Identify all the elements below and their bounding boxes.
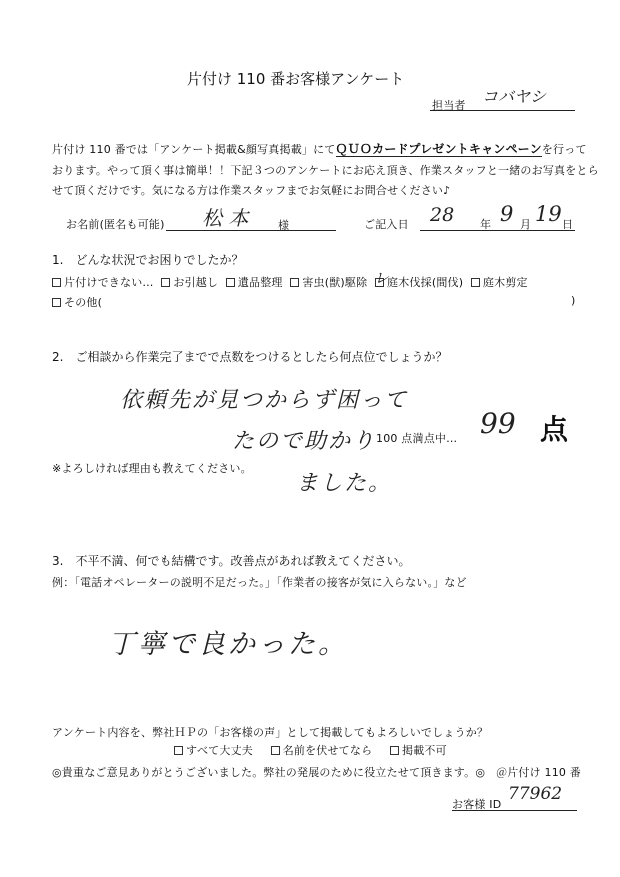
consent-option-decline[interactable] (390, 744, 447, 757)
date-month: 9 (500, 202, 514, 226)
consent-options (174, 742, 447, 758)
q1-option[interactable] (290, 276, 367, 289)
day-unit: 日 (562, 218, 574, 231)
q1-option-label: 遺品整理 (237, 276, 283, 289)
staff-label: 担当者 (432, 99, 466, 112)
date-field (420, 200, 575, 231)
name-label: お名前(匿名も可能) (66, 218, 165, 231)
name-value: 松 本 (202, 206, 249, 230)
honorific: 様 (278, 219, 290, 232)
staff-field (430, 87, 575, 112)
q1-option-checked[interactable] (374, 269, 464, 289)
reason-note: ※よろしければ理由も教えてください。 (52, 462, 252, 475)
q1-option[interactable] (52, 276, 154, 289)
q1-option-label: 害虫(獣)駆除 (302, 276, 368, 289)
score-value: 99 (480, 407, 516, 440)
consent-option-label: 掲載不可 (402, 744, 447, 757)
q1-heading: 1. どんな状況でお困りでしたか？ (52, 253, 244, 267)
checkbox[interactable] (174, 746, 183, 755)
q1-option[interactable] (471, 276, 528, 289)
q3-answer: 丁寧で良かった。 (108, 629, 348, 660)
intro-line-3: せて頂くだけです。気になる方は作業スタッフまでお気軽にお問合せください♪ (52, 184, 451, 197)
checkbox[interactable] (52, 298, 61, 307)
q3-example: 例：「電話オペレーターの説明不足だった。」「作業者の接客が気に入らない。」など (52, 576, 467, 589)
customer-id-label: お客様 ID (452, 798, 502, 811)
score-unit: 点 (540, 413, 569, 446)
q1-other-label: その他( (64, 296, 103, 309)
q1-option-label: 片付けできない… (64, 276, 154, 289)
q2-answer-line-3: ました。 (296, 471, 393, 496)
q3-heading: 3. 不平不満、何でも結構です。改善点があれば教えてください。 (52, 554, 411, 568)
q1-option-label: お引越し (173, 276, 219, 289)
intro-line-1 (52, 140, 587, 157)
date-year: 28 (430, 204, 455, 226)
q1-option-label: 庭木伐採(間伐) (387, 276, 464, 289)
date-label: ご記入日 (364, 218, 409, 231)
q1-option[interactable] (161, 276, 218, 289)
consent-option-anonymous[interactable] (271, 744, 373, 757)
checkbox[interactable] (226, 278, 235, 287)
brand-name: ＠片付け 110 番 (496, 766, 581, 779)
q1-option[interactable] (226, 276, 283, 289)
q1-option-label: 庭木剪定 (482, 276, 528, 289)
q2-heading: 2. ご相談から作業完了までで点数をつけるとしたら何点位でしょうか？ (52, 350, 448, 364)
checkbox[interactable] (271, 746, 280, 755)
intro-line-2: おります。やって頂く事は簡単！！下記３つのアンケートにお応え頂き、作業スタッフと一緒のお写真をとら (52, 164, 599, 177)
checkbox[interactable] (390, 746, 399, 755)
checkbox[interactable] (290, 278, 299, 287)
consent-option-label: すべて大丈夫 (186, 744, 253, 757)
intro-text: 片付け 110 番では「アンケート掲載&顔写真掲載」にて (52, 143, 336, 156)
customer-id-field (452, 784, 577, 811)
name-field (166, 200, 336, 231)
q1-other-close: ) (571, 294, 576, 307)
date-day: 19 (535, 202, 562, 226)
consent-option-all[interactable] (174, 744, 253, 757)
q2-answer-line-1: 依頼先が見つからず困って (120, 388, 409, 413)
campaign-name: ＱＵＯカードプレゼントキャンペーン (335, 142, 542, 156)
q2-answer-line-2: たので助かり (232, 429, 377, 454)
checkbox[interactable] (161, 278, 170, 287)
intro-text-end: を行って (541, 143, 587, 156)
score-label: 100 点満点中… (376, 432, 458, 445)
checkbox[interactable] (471, 278, 480, 287)
customer-id-value: 77962 (508, 784, 563, 804)
q1-options (52, 269, 528, 290)
staff-name: コバヤシ (482, 87, 546, 106)
checkbox[interactable] (52, 278, 61, 287)
month-unit: 月 (520, 218, 532, 231)
consent-option-label: 名前を伏せてなら (282, 744, 373, 757)
page-title: 片付け 110 番お客様アンケート (187, 70, 405, 88)
check-mark-icon: レ (374, 269, 390, 287)
thanks-note: ◎貴重なご意見ありがとうございました。弊社の発展のために役立たせて頂きます。◎ (52, 766, 486, 779)
q1-other[interactable] (52, 294, 102, 310)
consent-question: アンケート内容を、弊社ＨＰの「お客様の声」として掲載してもよろしいでしょうか？ (52, 726, 489, 739)
year-unit: 年 (480, 218, 492, 231)
